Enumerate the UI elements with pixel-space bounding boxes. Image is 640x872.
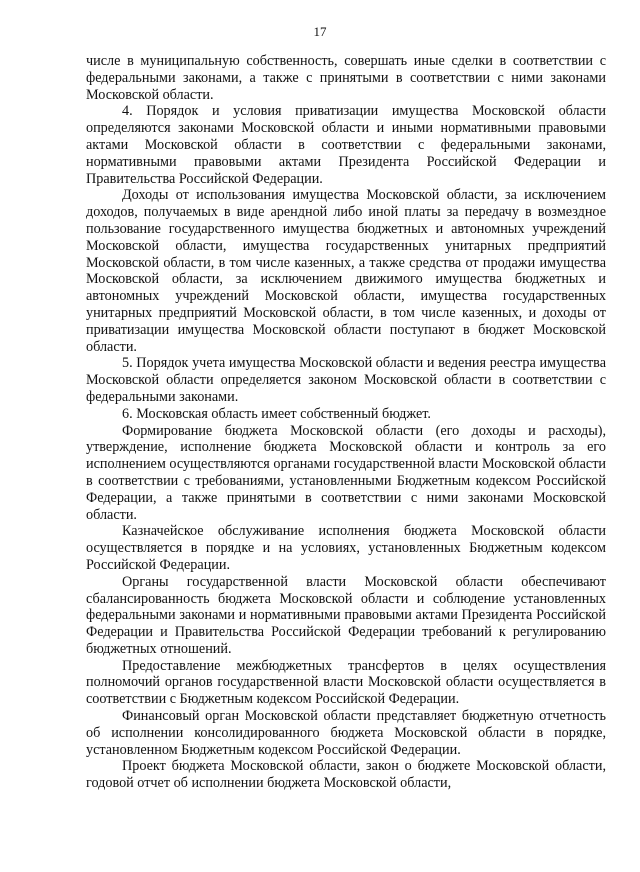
page-number: 17 bbox=[313, 24, 327, 39]
paragraph-property-registry: 5. Порядок учета имущества Московской области и ведения реестра имущества Московской области определяется законом Московской области в соответствии с федеральными законами. bbox=[86, 355, 606, 405]
paragraph-continuation: числе в муниципальную собственность, совершать иные сделки в соответствии с федеральными законами, а также с принятыми в соответствии с ними законами Московской области. bbox=[86, 53, 606, 103]
paragraph-privatization: 4. Порядок и условия приватизации имущества Московской области определяются законами Московской области и иными нормативными правовыми актами Московской области в соответствии с федеральными законами, нормативными правовыми актами Президента Российской Федерации и Правительства Российской Федерации. bbox=[86, 103, 606, 187]
paragraph-own-budget: 6. Московская область имеет собственный бюджет. bbox=[122, 405, 431, 422]
paragraph-treasury-service: Казначейское обслуживание исполнения бюджета Московской области осуществляется в порядке и на условиях, установленных Бюджетным кодексом Российской Федерации. bbox=[86, 523, 606, 573]
paragraph-interbudget-transfers: Предоставление межбюджетных трансфертов в целях осуществления полномочий органов государственной власти Московской области осуществляется в соответствии с Бюджетным кодексом Российской Федерации. bbox=[86, 657, 606, 708]
paragraph-budget-balance: Органы государственной власти Московской области обеспечивают сбалансированность бюджета Московской области и соблюдение установленных федеральными законами и нормативными правовыми актами Президента Российской Федерации и Правительства Российской Федерации требований к регулированию бюджетных отношений. bbox=[86, 573, 606, 657]
paragraph-budget-formation: Формирование бюджета Московской области (его доходы и расходы), утверждение, исполнение бюджета Московской области и контроль за его исполнением осуществляются органами государственной власти Московской области в соответствии с требованиями, установленными Бюджетным кодексом Российской Федерации, а также принятыми в соответствии с ними законами Московской области. bbox=[86, 422, 606, 523]
paragraph-budget-draft: Проект бюджета Московской области, закон о бюджете Московской области, годовой отчет об исполнении бюджета Московской области, bbox=[86, 758, 606, 792]
paragraph-financial-reporting: Финансовый орган Московской области представляет бюджетную отчетность об исполнении консолидированного бюджета Московской области в порядке, установленном Бюджетным кодексом Российской Федерации. bbox=[86, 708, 606, 758]
document-body bbox=[86, 53, 606, 792]
paragraph-property-income: Доходы от использования имущества Московской области, за исключением доходов, получаемых в виде арендной либо иной платы за передачу в возмездное пользование государственного имущества бюджетных и автономных учреждений Московской области, имущества государственных унитарных предприятий Московской области, в том числе казенных, а также средства от продажи имущества Московской области, за исключением движимого имущества бюджетных и автономных учреждений Московской области, имущества государственных унитарных предприятий Московской области, в том числе казенных, и доходы от приватизации имущества Московской области поступают в бюджет Московской области. bbox=[86, 187, 606, 355]
